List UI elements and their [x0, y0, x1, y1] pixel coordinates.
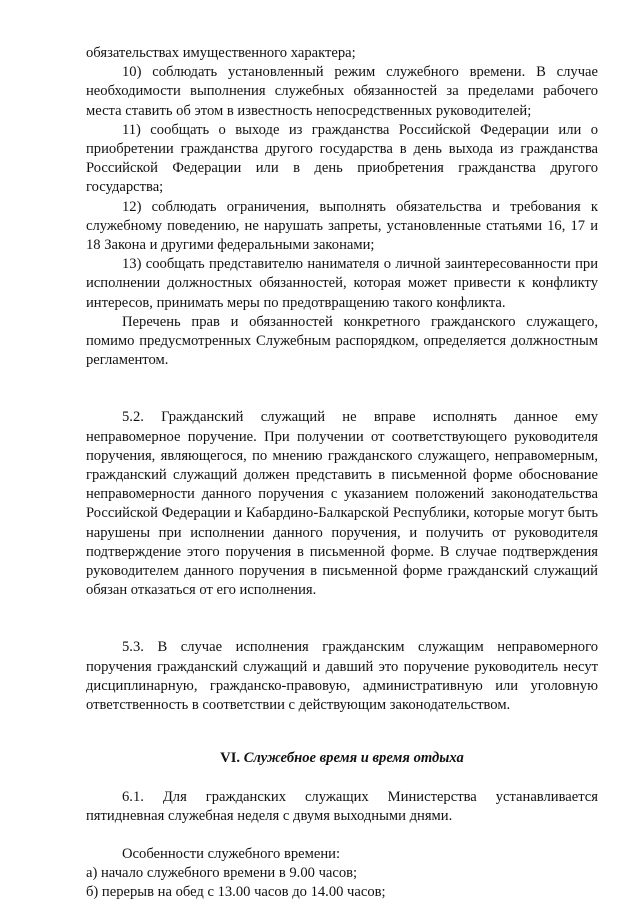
section-5-3: 5.3. В случае исполнения гражданским служащим неправомерного поручения гражданский служащий и давший это поручение руководитель несут дисциплинарную, гражданско-правовую, административную или уголовную ответственность в соответствии с действующим законодательством.	[86, 639, 598, 714]
section-heading	[86, 749, 598, 768]
paragraph-item-10: 10) соблюдать установленный режим служебного времени. В случае необходимости выполнения служебных обязанностей за пределами рабочего места ставить об этом в известность непосредственных руководителей;	[86, 64, 598, 119]
feature-a: а) начало служебного времени в 9.00 часов;	[86, 865, 358, 882]
document-page	[86, 44, 598, 903]
section-5-2: 5.2. Гражданский служащий не вправе исполнять данное ему неправомерное поручение. При получении от соответствующего руководителя поручения, являющегося, по мнению гражданского служащего, неправомерным, гражданский служащий должен представить в письменной форме обоснование неправомерности данного поручения с указанием положений законодательства Российской Федерации и Кабардино-Балкарской Республики, которые могут быть нарушены при исполнении данного поручения, и получить от руководителя подтверждение этого поручения в письменной форме. В случае подтверждения руководителем данного поручения в письменной форме гражданский служащий обязан отказаться от его исполнения.	[86, 409, 598, 599]
paragraph-item-11: 11) сообщать о выходе из гражданства Российской Федерации или о приобретении гражданства другого государства в день выхода из гражданства Российской Федерации или в день приобретения гражданства другого государства;	[86, 121, 598, 196]
paragraph-item-13: 13) сообщать представителю нанимателя о личной заинтересованности при исполнении должностных обязанностей, которая может привести к конфликту интересов, принимать меры по предотвращению такого конфликта.	[86, 256, 598, 311]
heading-number: VI.	[220, 750, 241, 767]
section-6-1: 6.1. Для гражданских служащих Министерства устанавливается пятидневная служебная неделя с двумя выходными днями.	[86, 788, 598, 824]
paragraph-continuation: обязательствах имущественного характера;	[86, 45, 356, 61]
feature-b: б) перерыв на обед с 13.00 часов до 14.00 часов;	[86, 884, 386, 901]
heading-text: Служебное время и время отдыха	[243, 750, 464, 767]
paragraph-item-12: 12) соблюдать ограничения, выполнять обязательства и требования к служебному поведению, не нарушать запреты, установленные статьями 16, 17 и 18 Закона и другими федеральными законами;	[86, 198, 598, 254]
paragraph-rights-list: Перечень прав и обязанностей конкретного гражданского служащего, помимо предусмотренных Служебным распорядком, определяется должностным регламентом.	[86, 313, 598, 369]
features-title: Особенности служебного времени:	[122, 845, 341, 862]
